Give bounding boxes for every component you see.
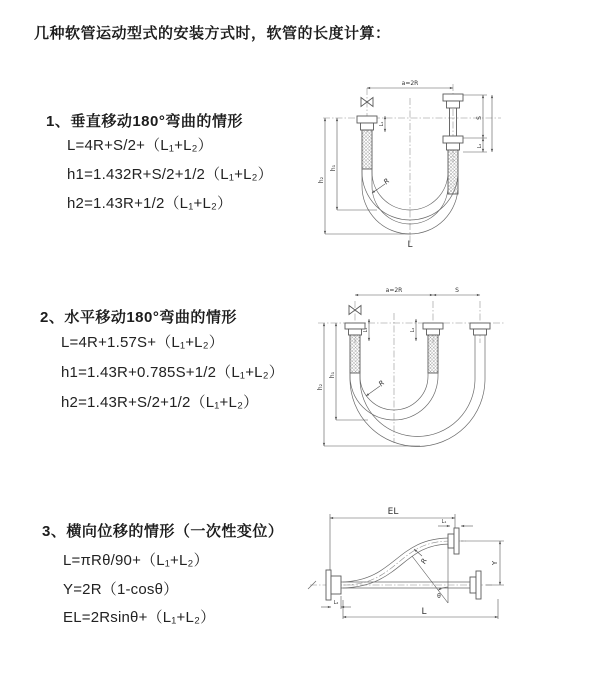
dim-label-l1: L₁ (363, 327, 369, 333)
dim-label-length: L (421, 607, 427, 617)
diagram-lateral-displacement (298, 500, 595, 650)
section-1-formula-h1: h1=1.432R+S/2+1/2（L₁+L₂） (67, 166, 273, 183)
centerlines (318, 301, 504, 443)
dim-label-radius: R (419, 557, 429, 566)
dim-label-h2: h₂ (318, 176, 325, 184)
dim-label-length: L (407, 240, 413, 250)
dim-label-width: a=2R (385, 287, 403, 294)
dim-label-s: S (455, 287, 459, 294)
dim-label-h1: h₁ (330, 164, 337, 172)
left-riser (357, 116, 377, 169)
s-curve-hose (343, 528, 459, 588)
page-title: 几种软管运动型式的安装方式时，软管的长度计算： (34, 25, 391, 42)
dim-label-l1: L₁ (441, 519, 447, 525)
hose-u-curves (350, 361, 485, 447)
section-2-formula-L: L=4R+1.57S+（L₁+L₂） (61, 334, 224, 351)
section-1-formula-h2: h2=1.43R+1/2（L₁+L₂） (67, 195, 233, 212)
section-1-heading: 1、垂直移动180°弯曲的情形 (46, 113, 243, 130)
dim-label-l2: L₂ (477, 143, 483, 149)
section-2-heading: 2、水平移动180°弯曲的情形 (40, 309, 237, 326)
dim-label-radius: R (377, 378, 387, 389)
section-3-formula-L: L=πRθ/90+（L₁+L₂） (63, 552, 209, 569)
section-2-formula-h1: h1=1.43R+0.785S+1/2（L₁+L₂） (61, 364, 284, 381)
dim-label-l1: L₁ (379, 121, 385, 127)
dim-label-s: S (476, 116, 483, 120)
dim-label-y: Y (491, 560, 499, 566)
diagram-horizontal-move-180-bend (308, 283, 595, 453)
pipe-2 (423, 323, 443, 373)
dimensions (318, 80, 492, 250)
dim-label-l2: L₂ (410, 327, 416, 333)
dim-label-el: EL (387, 507, 399, 517)
section-2-formula-h2: h2=1.43R+S/2+1/2（L₁+L₂） (61, 394, 259, 411)
dim-label-theta: θ (437, 593, 441, 600)
left-flange (326, 570, 341, 600)
section-3-formula-Y: Y=2R（1-cosθ） (63, 581, 179, 598)
dim-label-l2: L₂ (333, 600, 339, 606)
dim-label-h2: h₂ (317, 383, 324, 391)
section-1-formula-L: L=4R+S/2+（L₁+L₂） (67, 137, 213, 154)
section-3-formula-EL: EL=2Rsinθ+（L₁+L₂） (63, 609, 216, 626)
dim-label-width: a=2R (401, 80, 419, 87)
dimensions (321, 507, 504, 619)
section-3-heading: 3、横向位移的情形（一次性变位） (42, 523, 284, 540)
dim-label-radius: R (382, 176, 392, 187)
diagram-vertical-move-180-bend (315, 72, 595, 258)
pipe-1 (345, 323, 365, 373)
dim-label-h1: h₁ (329, 371, 336, 379)
